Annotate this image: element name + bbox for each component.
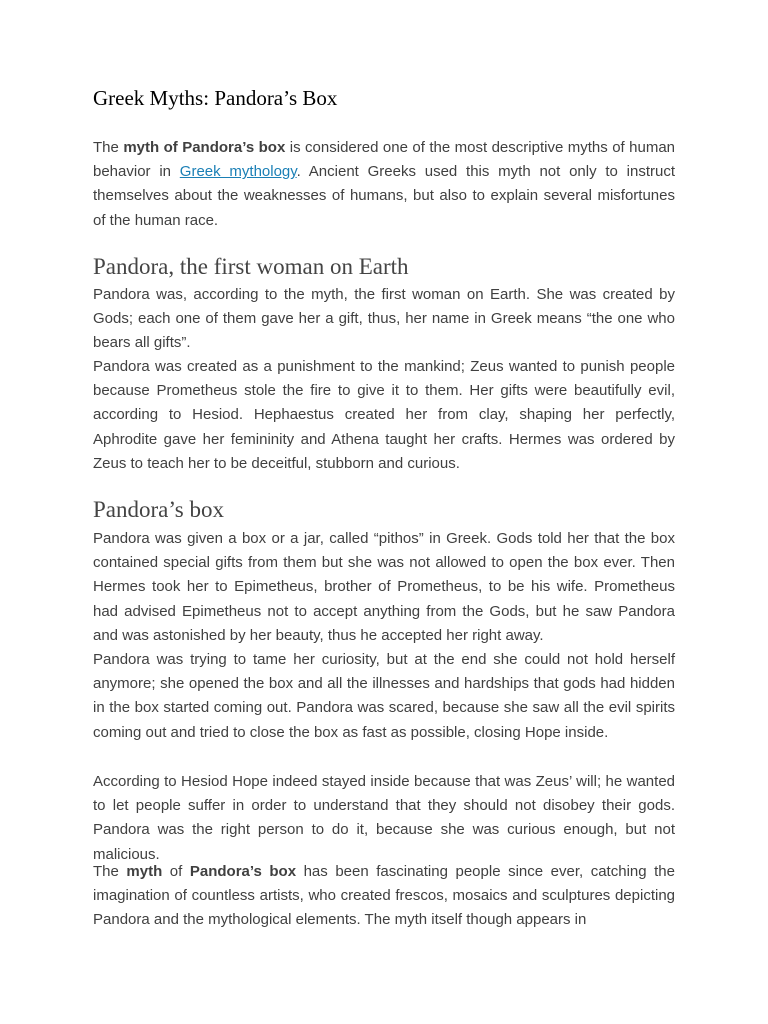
greek-mythology-link[interactable]: Greek mythology xyxy=(179,163,297,181)
section1-paragraph-1: Pandora was, according to the myth, the first woman on Earth. She was created by Gods; each one of them gave her a gift, thus, her name in Greek means “the one who bears all gifts”. xyxy=(93,286,675,352)
section2-paragraph-3: According to Hesiod Hope indeed stayed inside because that was Zeus’ will; he wanted to let people suffer in order to understand that they should not disobey their gods. Pandora was the right person to do it, because she was curious enough, but not malicious. xyxy=(93,773,675,863)
section2-paragraph-4 xyxy=(93,860,675,933)
section2-paragraph-1: Pandora was given a box or a jar, called “pithos” in Greek. Gods told her that the box contained special gifts from them but she was not allowed to open the box ever. Then Hermes took her to Epimetheus, brother of Prometheus, to be his wife. Prometheus had advised Epimetheus not to accept anything from the Gods, but he saw Pandora and was astonished by her beauty, thus he accepted her right away. xyxy=(93,530,675,644)
p4-text-2: of xyxy=(162,863,190,880)
section-heading-first-woman: Pandora, the first woman on Earth xyxy=(93,254,409,279)
section1-paragraph-2: Pandora was created as a punishment to the mankind; Zeus wanted to punish people because Prometheus stole the fire to give it to them. Her gifts were beautifully evil, according to Hesiod. Hephaestus created her from clay, shaping her perfectly, Aphrodite gave her femininity and Athena taught her crafts. Hermes was ordered by Zeus to teach her to be deceitful, stubborn and curious. xyxy=(93,358,675,472)
p4-bold-1: myth xyxy=(126,863,163,880)
p4-text-1: The xyxy=(93,863,127,880)
page-title: Greek Myths: Pandora’s Box xyxy=(93,86,338,110)
intro-text-2: is considered one of the most descriptive myths of human behavior in xyxy=(93,139,676,181)
intro-bold-1: myth of Pandora’s box xyxy=(123,139,286,156)
intro-text-3: . Ancient Greeks used this myth not only to instruct themselves about the weaknesses of humans, but also to explain several misfortunes of the human race. xyxy=(93,163,676,229)
intro-paragraph xyxy=(93,136,675,233)
p4-bold-2: Pandora’s box xyxy=(189,863,297,880)
intro-text-1: The xyxy=(93,139,124,156)
p4-text-3: has been fascinating people since ever, catching the imagination of countless artists, who created frescos, mosaics and sculptures depicting Pandora and the mythological elements. The myth itself though appears in xyxy=(93,863,675,929)
section-heading-pandoras-box: Pandora’s box xyxy=(93,497,224,522)
section2-paragraph-2: Pandora was trying to tame her curiosity, but at the end she could not hold herself anymore; she opened the box and all the illnesses and hardships that gods had hidden in the box started coming out. Pandora was scared, because she saw all the evil spirits coming out and tried to close the box as fast as possible, closing Hope inside. xyxy=(93,651,675,741)
